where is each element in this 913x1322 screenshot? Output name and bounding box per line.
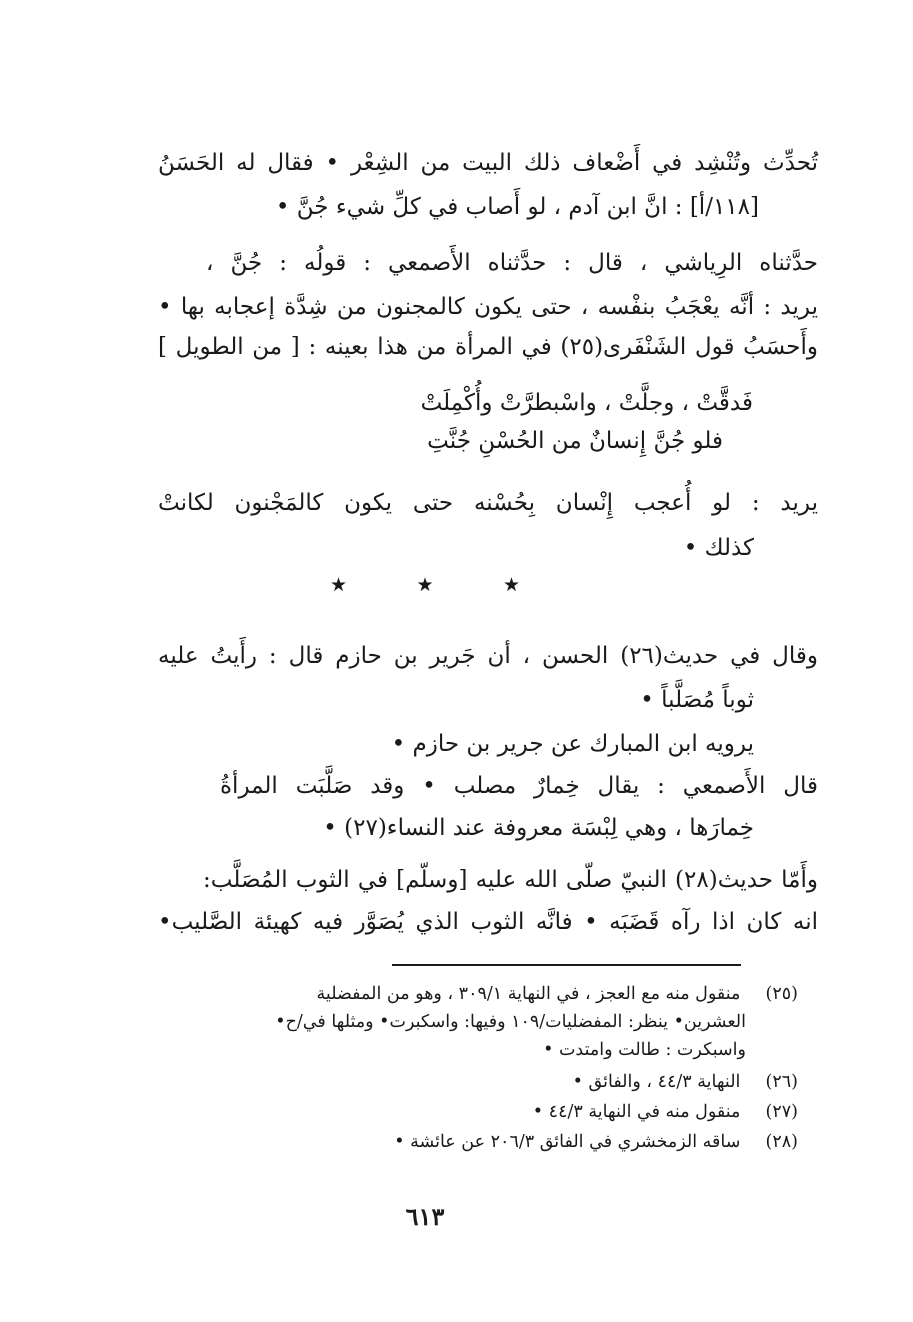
footnote-number: (٢٦) bbox=[765, 1072, 798, 1092]
footnote bbox=[98, 1098, 798, 1126]
text-line: يريد : لو أُعجب إِنْسان بِحُسْنه حتى يكون كالمَجْنون لكانتْ bbox=[158, 490, 818, 516]
text-line: وأَحسَبُ قول الشَنْفَرى(٢٥) في المرأة من هذا بعينه : [ من الطويل ] bbox=[158, 334, 818, 360]
text-line: وأَمّا حديث(٢٨) النبيّ صلّى الله عليه [وسلّم] في الثوب المُصَلَّب: bbox=[203, 867, 818, 893]
footnote-continuation: العشرين• ينظر: المفضليات/١٠٩ وفيها: واسكبرت• ومثلها في/ح• bbox=[275, 1012, 746, 1032]
star-glyph: ★ bbox=[330, 574, 348, 596]
footnote-number: (٢٥) bbox=[765, 984, 798, 1004]
footnote-continuation: واسبكرت : طالت وامتدت • bbox=[543, 1040, 746, 1060]
text-line: [١١٨/أ] : انَّ ابن آدم ، لو أَصاب في كلِّ شيء جُنَّ • bbox=[275, 194, 759, 220]
text-line: يرويه ابن المبارك عن جرير بن حازم • bbox=[391, 731, 754, 757]
footnote bbox=[98, 1068, 798, 1096]
footnote-number: (٢٨) bbox=[765, 1132, 798, 1152]
footnote-text: النهاية ٤٤/٣ ، والفائق • bbox=[572, 1072, 741, 1092]
text-line: خِمارَها ، وهي لِبْسَة معروفة عند النساء(٢٧) • bbox=[323, 815, 754, 841]
text-line: حدَّثناه الرِياشي ، قال : حدَّثناه الأَصمعي : قولُه : جُنَّ ، bbox=[206, 250, 818, 276]
footnote-number: (٢٧) bbox=[765, 1102, 798, 1122]
text-line: ثوباً مُصَلَّباً • bbox=[640, 687, 754, 713]
footnote-text: منقول منه في النهاية ٤٤/٣ • bbox=[532, 1102, 741, 1122]
text-line: قال الأَصمعي : يقال خِمارٌ مصلب • وقد صَلَّبَت المرأةُ bbox=[220, 773, 818, 799]
footnote-text: منقول منه مع العجز ، في النهاية ٣٠٩/١ ، وهو من المفضلية bbox=[316, 984, 741, 1004]
footnote-text: ساقه الزمخشري في الفائق ٢٠٦/٣ عن عائشة • bbox=[394, 1132, 741, 1152]
text-line: كذلك • bbox=[683, 535, 754, 561]
text-line: انه كان اذا رآه قَضَبَه • فانَّه الثوب الذي يُصَوَّر فيه كهيئة الصَّليب• bbox=[158, 909, 818, 935]
section-separator bbox=[330, 574, 520, 596]
star-glyph: ★ bbox=[416, 574, 434, 596]
star-glyph: ★ bbox=[502, 574, 520, 596]
footnote bbox=[98, 980, 798, 1008]
verse-line: فلو جُنَّ إِنسانٌ من الحُسْنِ جُنَّتِ bbox=[427, 428, 723, 454]
text-line: تُحدِّث وتُنْشِد في أَضْعاف ذلك البيت من الشِعْر • فقال له الحَسَنُ bbox=[158, 150, 818, 176]
verse-line: فَدقَّتْ ، وجلَّتْ ، واسْبطرَّتْ وأُكْمِلَتْ bbox=[420, 390, 753, 416]
page-number: ٦١٣ bbox=[405, 1202, 445, 1231]
text-line: وقال في حديث(٢٦) الحسن ، أن جَرير بن حازم قال : رأَيتُ عليه bbox=[158, 643, 818, 669]
footnote bbox=[98, 1128, 798, 1156]
footnote-divider bbox=[392, 964, 741, 966]
text-line: يريد : أنَّه يعْجَبُ بنفْسه ، حتى يكون كالمجنون من شِدَّة إعجابه بها • bbox=[158, 294, 818, 320]
